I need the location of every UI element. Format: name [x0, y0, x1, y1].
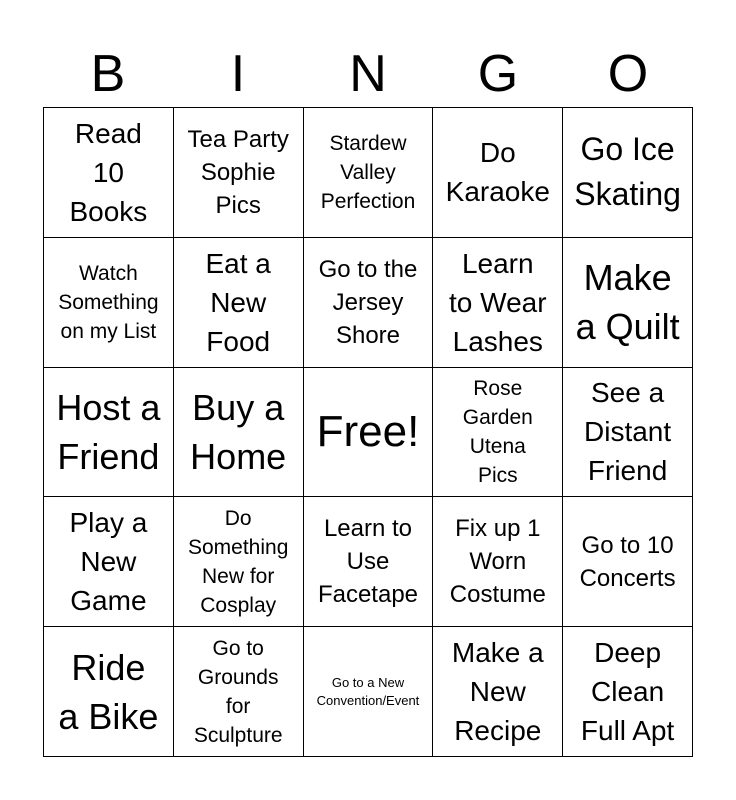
bingo-cell[interactable] — [563, 108, 693, 238]
cell-text: Play a New Game — [69, 507, 148, 617]
bingo-cell[interactable] — [433, 627, 563, 757]
bingo-cell[interactable] — [304, 108, 434, 238]
header-letter-g: G — [477, 45, 519, 103]
bingo-cell[interactable] — [44, 108, 174, 238]
header-letter-b: B — [90, 45, 126, 103]
cell-text: Stardew Valley Perfection — [320, 131, 416, 213]
cell-text: Watch Something on my List — [58, 261, 159, 343]
bingo-cell[interactable] — [174, 368, 304, 498]
bingo-cell[interactable] — [433, 368, 563, 498]
bingo-cell[interactable] — [563, 368, 693, 498]
cell-text: Do Karaoke — [445, 137, 550, 208]
bingo-cell[interactable] — [304, 238, 434, 368]
cell-text: Eat a New Food — [205, 247, 271, 357]
bingo-cell[interactable] — [174, 627, 304, 757]
cell-text: Go to the Jersey Shore — [318, 255, 418, 349]
free-space-cell[interactable] — [304, 368, 434, 498]
free-space-text: Free! — [316, 406, 420, 456]
bingo-cell[interactable] — [304, 497, 434, 627]
cell-text: Fix up 1 Worn Costume — [449, 515, 546, 609]
cell-text: Go to 10 Concerts — [579, 531, 676, 592]
bingo-cell[interactable] — [44, 238, 174, 368]
bingo-cell[interactable] — [174, 108, 304, 238]
bingo-cell[interactable] — [433, 108, 563, 238]
cell-text: Host a Friend — [56, 386, 161, 477]
cell-text: Tea Party Sophie Pics — [187, 125, 289, 219]
cell-text: Learn to Use Facetape — [317, 515, 419, 609]
bingo-cell[interactable] — [433, 497, 563, 627]
bingo-cell[interactable] — [563, 238, 693, 368]
header-letter-o: O — [607, 45, 649, 103]
bingo-header — [43, 40, 693, 108]
bingo-cell[interactable] — [563, 627, 693, 757]
cell-text: Make a Quilt — [575, 257, 680, 348]
cell-text: Ride a Bike — [58, 646, 159, 737]
cell-text: Read 10 Books — [69, 117, 148, 227]
bingo-cell[interactable] — [563, 497, 693, 627]
bingo-cell[interactable] — [433, 238, 563, 368]
cell-text: Go to Grounds for Sculpture — [193, 636, 283, 747]
bingo-cell[interactable] — [44, 627, 174, 757]
cell-text: Do Something New for Cosplay — [187, 506, 289, 617]
header-letter-i: I — [230, 45, 246, 103]
bingo-grid — [43, 107, 693, 757]
bingo-cell[interactable] — [174, 238, 304, 368]
cell-text: Go Ice Skating — [574, 131, 681, 213]
bingo-cell[interactable] — [304, 627, 434, 757]
cell-text: Deep Clean Full Apt — [580, 637, 675, 747]
cell-text: Rose Garden Utena Pics — [462, 376, 533, 487]
cell-text: Go to a New Convention/Event — [316, 674, 420, 708]
cell-text: Buy a Home — [190, 386, 287, 477]
header-letter-n: N — [349, 45, 387, 103]
bingo-cell[interactable] — [174, 497, 304, 627]
cell-text: Learn to Wear Lashes — [449, 247, 547, 357]
cell-text: See a Distant Friend — [584, 377, 672, 487]
bingo-cell[interactable] — [44, 497, 174, 627]
bingo-cell[interactable] — [44, 368, 174, 498]
cell-text: Make a New Recipe — [451, 637, 544, 747]
